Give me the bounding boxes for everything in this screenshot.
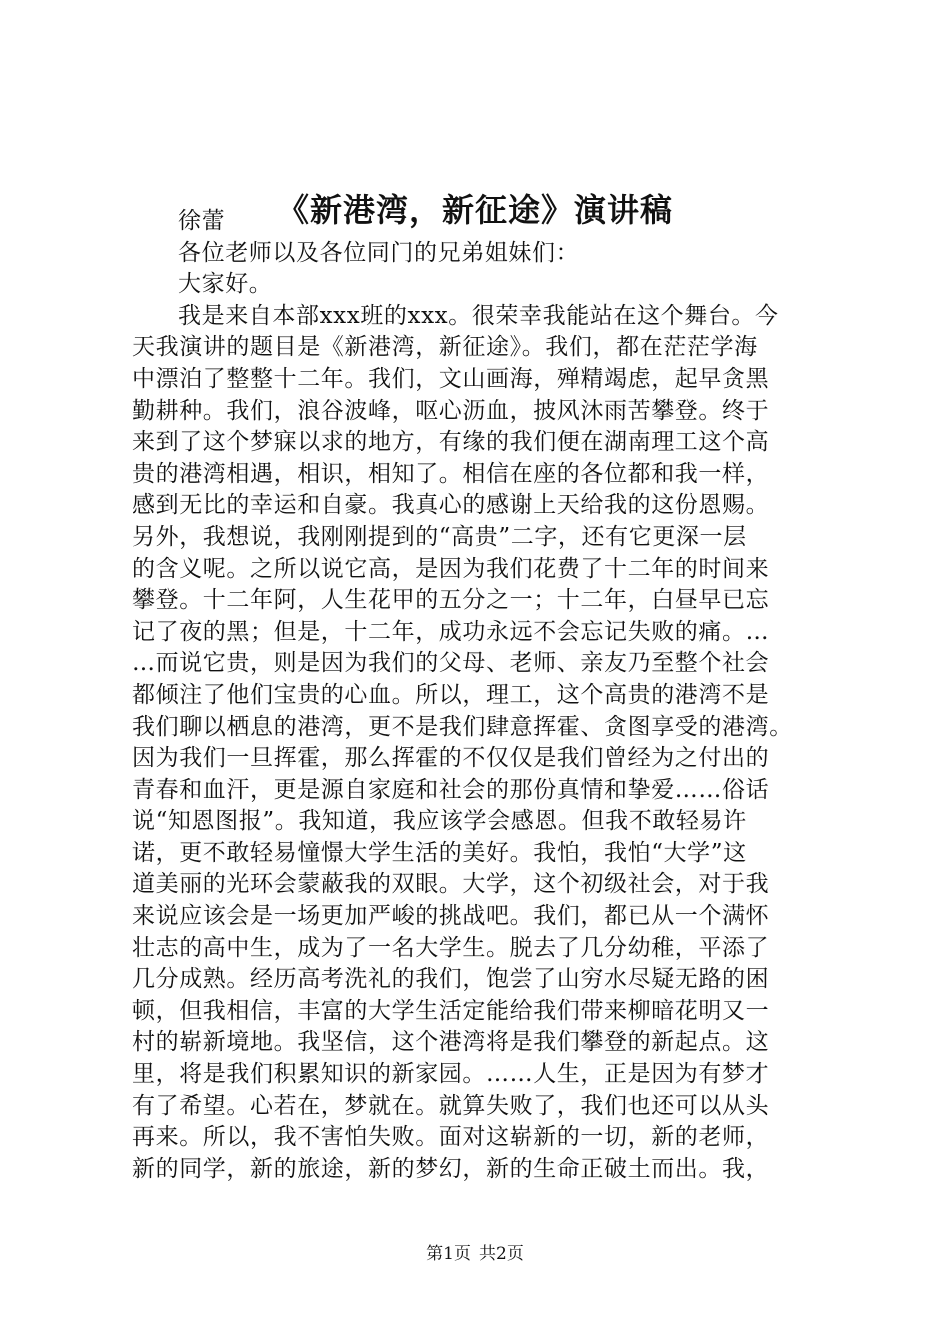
body-line: 都倾注了他们宝贵的心血。所以，理工，这个高贵的港湾不是 xyxy=(132,681,770,708)
body-line: 有了希望。心若在，梦就在。就算失败了，我们也还可以从头 xyxy=(132,1092,770,1119)
body-line: 道美丽的光环会蒙蔽我的双眼。大学，这个初级社会，对于我 xyxy=(132,871,770,898)
body-line: 天我演讲的题目是《新港湾，新征途》。我们，都在茫茫学海 xyxy=(132,334,758,361)
body-line: …而说它贵，则是因为我们的父母、老师、亲友乃至整个社会 xyxy=(132,650,770,677)
body-line: 里，将是我们积累知识的新家园。……人生，正是因为有梦才 xyxy=(132,1061,770,1088)
body-line: 记了夜的黑；但是，十二年，成功永远不会忘记失败的痛。… xyxy=(132,618,770,645)
body-line: 因为我们一旦挥霍，那么挥霍的不仅仅是我们曾经为之付出的 xyxy=(132,745,770,772)
author-line: 徐蕾 xyxy=(178,208,226,234)
body-line: 诺，更不敢轻易憧憬大学生活的美好。我怕，我怕“大学”这 xyxy=(132,839,747,866)
body-line: 中漂泊了整整十二年。我们，文山画海，殚精竭虑，起早贪黑 xyxy=(132,365,770,392)
body-line: 村的崭新境地。我坚信，这个港湾将是我们攀登的新起点。这 xyxy=(132,1029,770,1056)
body-line: 攀登。十二年阿，人生花甲的五分之一；十二年，白昼早已忘 xyxy=(132,587,770,614)
body-line: 再来。所以，我不害怕失败。面对这崭新的一切，新的老师， xyxy=(132,1124,770,1151)
salutation-line: 各位老师以及各位同门的兄弟姐妹们： xyxy=(178,239,580,266)
body-line: 说“知恩图报”。我知道，我应该学会感恩。但我不敢轻易许 xyxy=(132,808,747,835)
greeting-line: 大家好。 xyxy=(178,271,273,298)
document-title: 《新港湾，新征途》演讲稿 xyxy=(276,191,673,229)
body-line: 青春和血汗，更是源自家庭和社会的那份真情和挚爱……俗话 xyxy=(132,776,770,803)
body-line: 顿，但我相信，丰富的大学生活定能给我们带来柳暗花明又一 xyxy=(132,997,770,1024)
body-line: 我是来自本部xxx班的xxx。很荣幸我能站在这个舞台。今 xyxy=(178,302,779,329)
body-line: 感到无比的幸运和自豪。我真心的感谢上天给我的这份恩赐。 xyxy=(132,492,770,519)
body-line: 我们聊以栖息的港湾，更不是我们肆意挥霍、贪图享受的港湾。 xyxy=(132,713,793,740)
body-line: 另外，我想说，我刚刚提到的“高贵”二字，还有它更深一层 xyxy=(132,523,747,550)
document-body xyxy=(132,206,852,1185)
page-number: 第1页 xyxy=(426,1244,471,1264)
page-footer xyxy=(0,1242,950,1266)
body-line: 新的同学，新的旅途，新的梦幻，新的生命正破土而出。我， xyxy=(132,1155,770,1182)
body-line: 来到了这个梦寐以求的地方，有缘的我们便在湖南理工这个高 xyxy=(132,429,770,456)
body-line: 的含义呢。之所以说它高，是因为我们花费了十二年的时间来 xyxy=(132,555,770,582)
body-line: 几分成熟。经历高考洗礼的我们，饱尝了山穷水尽疑无路的困 xyxy=(132,966,770,993)
body-line: 来说应该会是一场更加严峻的挑战吧。我们，都已从一个满怀 xyxy=(132,903,770,930)
page-total: 共2页 xyxy=(479,1244,524,1264)
body-line: 贵的港湾相遇，相识，相知了。相信在座的各位都和我一样， xyxy=(132,460,770,487)
body-line: 勤耕种。我们，浪谷波峰，呕心沥血，披风沐雨苦攀登。终于 xyxy=(132,397,770,424)
body-line: 壮志的高中生，成为了一名大学生。脱去了几分幼稚，平添了 xyxy=(132,934,770,961)
